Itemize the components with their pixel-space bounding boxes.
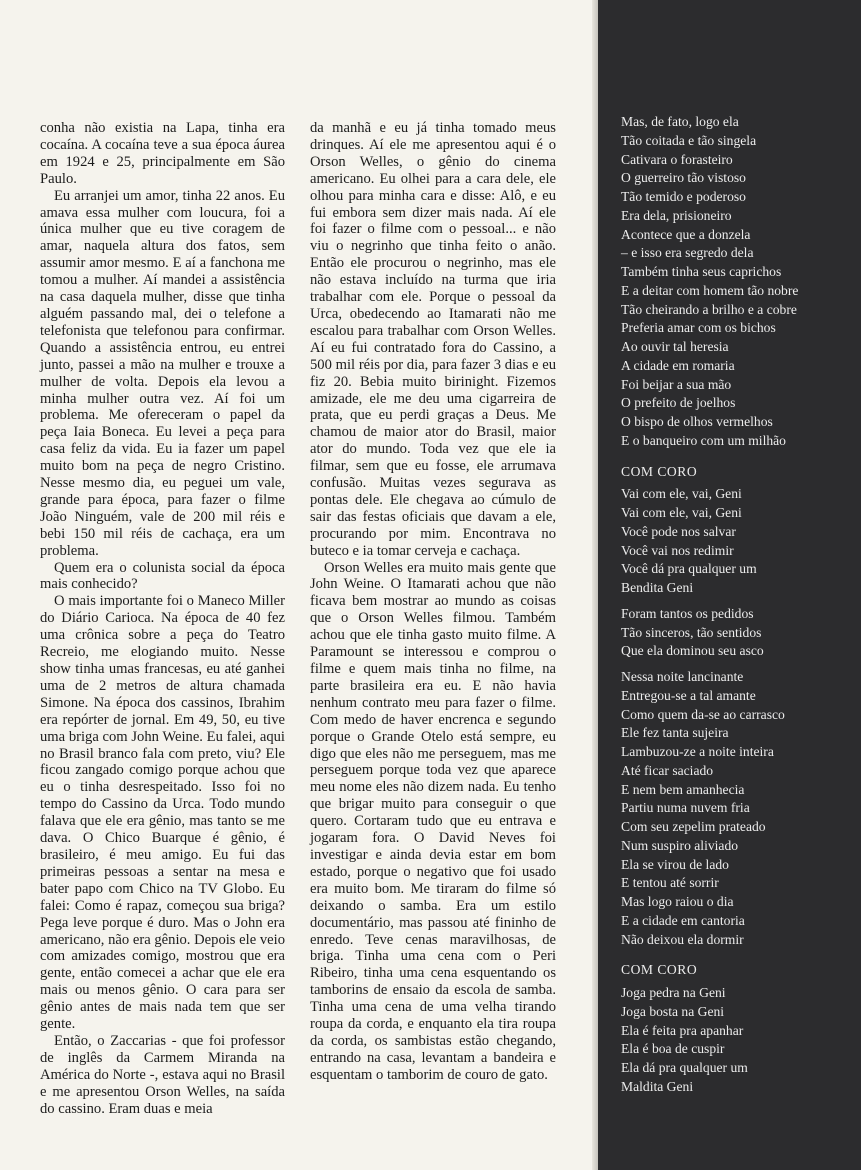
lyric-line: Mas logo raiou o dia [621, 894, 734, 909]
lyric-line: Foi beijar a sua mão [621, 376, 732, 392]
verse-1 [621, 113, 851, 451]
paragraph: Quem era o colunista social da época mais conhecido? [40, 559, 285, 593]
lyric-line: Ela é feita pra apanhar [621, 1022, 744, 1038]
lyric-line: Ela se virou de lado [621, 856, 729, 872]
lyric-line: A cidade em romaria [621, 357, 735, 373]
lyric-line: O prefeito de joelhos [621, 395, 736, 411]
lyric-line: Vai com ele, vai, Geni [621, 486, 742, 502]
lyric-line: Não deixou ela dormir [621, 931, 744, 947]
lyric-line: Você pode nos salvar [621, 523, 736, 539]
lyric-line: Você dá pra qualquer um [621, 561, 757, 577]
lyric-line: Também tinha seus caprichos [621, 264, 782, 279]
lyric-line: O guerreiro tão vistoso [621, 170, 746, 186]
lyric-line: Joga bosta na Geni [621, 1003, 725, 1019]
lyric-line: Joga pedra na Geni [621, 985, 726, 1000]
lyric-line: Preferia amar com os bichos [621, 320, 776, 336]
lyric-line: Que ela dominou seu asco [621, 643, 764, 659]
lyric-line: Ele fez tanta sujeira [621, 725, 729, 741]
lyric-line: O bispo de olhos vermelhos [621, 414, 773, 429]
lyric-line: Você vai nos redimir [621, 542, 734, 558]
lyric-line: Bendita Geni [621, 580, 694, 595]
lyric-line: Acontece que a donzela [621, 226, 751, 242]
paragraph: conha não existia na Lapa, tinha era cocaína. A cocaína teve a sua época áurea em 1924 e 25, principalmente em São Paulo. [40, 120, 285, 187]
chorus-1 [621, 485, 851, 598]
lyric-line: Vai com ele, vai, Geni [621, 505, 742, 520]
verse-3 [621, 668, 851, 949]
paragraph: Então, o Zaccarias - que foi professor de inglês da Carmem Miranda na América do Norte -, estava aqui no Brasil e me apresentou Orson Welles, na saída do cassino. Eram duas e meia [40, 1032, 285, 1117]
lyric-line: E tentou até sorrir [621, 875, 719, 891]
lyric-line: Partiu numa nuvem fria [621, 800, 750, 816]
lyric-line: Até ficar saciado [621, 762, 714, 778]
paragraph: O mais importante foi o Maneco Miller do Diário Carioca. Na época de 40 fez uma crônica sobre a peça do Teatro Recreio, me elogiando muito. Nesse show tinha umas francesas, eu até ganhei uma de 2 metros de altura chamada Simone. Na época dos cassinos, Ibrahim era repórter de jornal. Em 49, 50, eu tive uma briga com John Weine. Eu falei, aqui no Brasil branco fala com preto, viu? Ele ficou zangado comigo porque achou que eu o tinha desrespeitado. Isso foi no tempo do Cassino da Urca. Todo mundo falava que ele era gênio, mas tanto se me dava. O Chico Buarque é gênio, é brasileiro, é meu amigo. Eu fui das primeiras pessoas a sentar na mesa e bater papo com Chico na TV Globo. Eu falei: Como é rapaz, começou sua briga? Pega leve porque é duro. Mas o John era americano, não era gênio. Depois ele veio com amizades comigo, mostrou que era gente, então comecei a achar que ele era mais ou menos gênio. O cara para ser gênio antes de mais nada tem que ser gente. [40, 593, 285, 1033]
song-lyrics [621, 113, 851, 1104]
lyric-line: Tão coitada e tão singela [621, 132, 757, 148]
chorus-2 [621, 984, 851, 1097]
left-text-column [40, 120, 285, 1117]
lyric-line: Nessa noite lancinante [621, 669, 744, 684]
lyric-line: Tão cheirando a brilho e a cobre [621, 301, 797, 317]
lyric-line: Com seu zepelim prateado [621, 819, 766, 834]
lyric-line: Mas, de fato, logo ela [621, 114, 739, 129]
lyric-line: Ela é boa de cuspir [621, 1041, 725, 1057]
lyric-line: E a deitar com homem tão nobre [621, 282, 799, 298]
verse-2 [621, 605, 851, 661]
lyric-line: Tão temido e poderoso [621, 189, 746, 204]
lyric-line: Como quem da-se ao carrasco [621, 706, 785, 722]
lyric-line: E a cidade em cantoria [621, 912, 745, 928]
lyric-line: E o banqueiro com um milhão [621, 432, 786, 448]
lyric-line: Foram tantos os pedidos [621, 605, 754, 621]
paragraph: Orson Welles era muito mais gente que John Weine. O Itamarati achou que não ficava bem mostrar ao mundo as coisas que o Orson Welles filmou. Também achou que ele tinha gasto muito filme. A Paramount se interessou e comprou o filme e quem mais tinha no filme, na parte brasileira era eu. E não havia nenhum contrato meu para fazer o filme. Com medo de haver encrenca e segundo porque o Grande Otelo está sempre, eu digo que eles não me perseguem, mas me perseguem porque toda vez que aparece meu nome eles não dizem nada. Eu tenho que brigar muito para conseguir o que quero. Cortaram tudo que eu entrava e jogaram fora. O David Neves foi investigar e ainda devia estar em bom estado, porque o negativo que foi usado era muito bom. Me tiraram do filme só deixando o samba. Era um estilo documentário, mas passou até fininho de enredo. Teve cenas maravilhosas, de briga. Tinha uma cena com o Peri Ribeiro, tinha uma cena esquentando os tamborins de ensaio da escola de samba. Tinha uma cena de uma velha tirando roupa da corda, e enquanto ela tira roupa da corda, os sambistas estão chegando, entrando na casa, levantam a bandeira e esquentam o tamborim de couro de gato. [310, 559, 556, 1083]
lyric-line: Maldita Geni [621, 1078, 694, 1094]
lyric-line: Ao ouvir tal heresia [621, 339, 729, 354]
chorus-heading: COM CORO [621, 463, 698, 479]
lyric-line: Lambuzou-ze a noite inteira [621, 744, 774, 759]
lyric-line: Tão sinceros, tão sentidos [621, 624, 762, 640]
lyric-line: E nem bem amanhecia [621, 781, 745, 797]
lyric-line: Entregou-se a tal amante [621, 687, 756, 703]
middle-text-column [310, 120, 556, 1084]
lyric-line: Era dela, prisioneiro [621, 207, 732, 223]
lyric-line: Num suspiro aliviado [621, 837, 739, 853]
paragraph: da manhã e eu já tinha tomado meus drinques. Aí ele me apresentou aqui é o Orson Welles, o gênio do cinema americano. Eu olhei para a cara dele, ele olhou para minha cara e disse: Alô, e eu fui embora sem dizer mais nada. Aí ele foi fazer o filme com o pessoal... e não viu o negrinho que tinha feito o anão. Então ele procurou o negrinho, mas ele não estava incluído na turma que iria trabalhar com ele. Porque o pessoal da Urca, obedecendo ao Itamarati não me escalou para trabalhar com Orson Welles. Aí eu fui contratado fora do Cassino, a 500 mil réis por dia, para fazer 3 dias e eu fiz 20. Bebia muito birinight. Fizemos amizade, ele me deu uma cigarreira de prata, que eu perdi graças a Deus. Me chamou de maior ator do Brasil, maior ator do mundo. Toda vez que ele ia filmar, sem que eu fosse, ele arrumava confusão. Muitas vezes segurava as pontas dele. Ele chegava ao cúmulo de sair das festas oficiais que davam a ele, procurando por mim. Encontrava no buteco e ia tomar cerveja e cachaça. [310, 120, 556, 559]
lyric-line: Ela dá pra qualquer um [621, 1060, 748, 1075]
paragraph: Eu arranjei um amor, tinha 22 anos. Eu amava essa mulher com loucura, foi a única mulher que eu tive coragem de amar, naquela altura dos fatos, sem assumir amor mesmo. E aí a fanchona me tomou a mulher. Aí mandei a assistência na casa daquela mulher, disse que tinha alguém passando mal, dei o telefone a telefonista que telefonou para confirmar. Quando a assistência entrou, eu entrei junto, passei a mão na mulher e trouxe a mulher de volta. Depois ela levou a minha mulher outra vez. Aí foi um problema. Me ofereceram o papel da peça Iaia Boneca. Eu levei a peça para casa feliz da vida. Eu ia fazer um papel muito bom na peça de negro Cristino. Nesse mesmo dia, eu peguei um vale, grande para época, para fazer o filme João Ninguém, vale de 200 mil réis e bebi 150 mil réis de cachaça, era um problema. [40, 187, 285, 559]
lyric-line: Cativara o forasteiro [621, 151, 733, 167]
lyric-line: – e isso era segredo dela [621, 245, 754, 261]
chorus-heading: COM CORO [621, 962, 698, 978]
